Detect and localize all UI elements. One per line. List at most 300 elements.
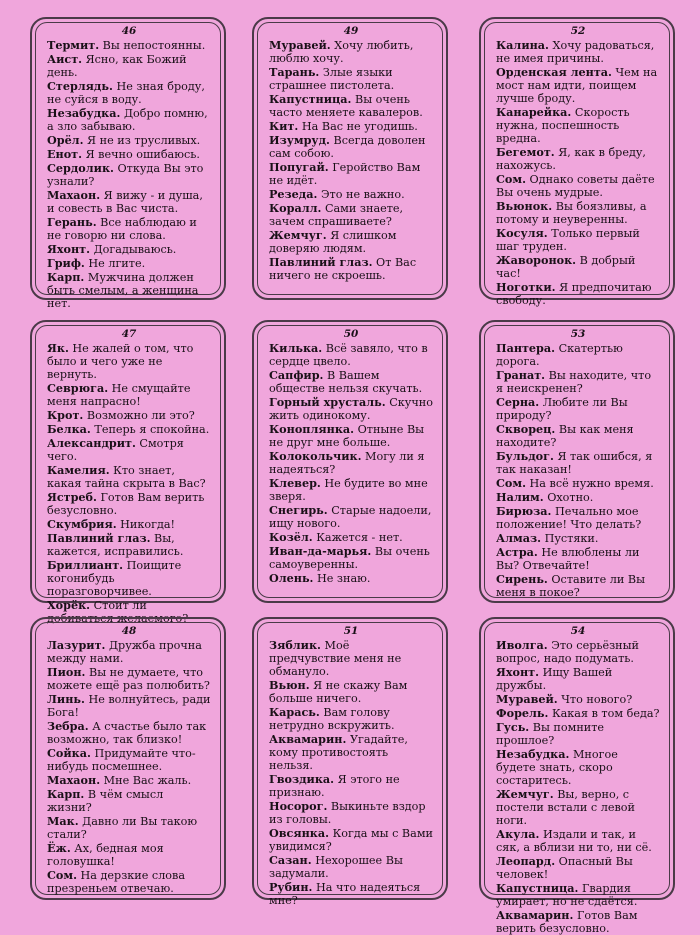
- entry-name: Аквамарин.: [269, 732, 347, 746]
- entry-name: Гриф.: [47, 256, 85, 270]
- card-entry: [269, 706, 433, 732]
- entry-text: Дружба прочна между нами.: [47, 639, 202, 665]
- card-entry: [269, 679, 433, 705]
- entry-name: Жемчуг.: [269, 228, 327, 242]
- entry-name: Жаворонок.: [496, 253, 577, 267]
- entry-text: Я этого не признаю.: [269, 773, 400, 799]
- entry-name: Аквамарин.: [496, 908, 574, 922]
- card-entry: [47, 216, 211, 242]
- card-entry: [269, 477, 433, 503]
- entry-text: Все наблюдаю и не говорю ни слова.: [47, 216, 197, 242]
- card-entry: [269, 39, 433, 65]
- entry-text: Отныне Вы не друг мне больше.: [269, 423, 425, 449]
- card-entry: [269, 531, 433, 544]
- fortune-card: [30, 17, 226, 310]
- card-number: 51: [343, 625, 359, 637]
- card-entry: [496, 477, 660, 490]
- entry-text: Не зная броду, не суйся в воду.: [47, 80, 205, 106]
- entry-text: Какая в том беда?: [551, 707, 660, 720]
- entry-text: Только первый шаг труден.: [496, 227, 640, 253]
- card-entry: [496, 855, 660, 881]
- card-entry: [47, 257, 211, 270]
- entry-text: Скорость нужна, поспешность вредна.: [496, 106, 630, 145]
- card-entry: [269, 572, 433, 585]
- entry-name: Махаон.: [47, 188, 101, 202]
- entry-text: От Вас ничего не скроешь.: [269, 256, 417, 282]
- entry-name: Скумбрия.: [47, 517, 117, 531]
- card-entry: [47, 491, 211, 517]
- card-entry: [269, 773, 433, 799]
- entry-name: Иволга.: [496, 638, 548, 652]
- card-entry: [269, 450, 433, 476]
- card-entry: [496, 828, 660, 854]
- entry-text: Догадываюсь.: [93, 243, 177, 256]
- card-entry: [496, 639, 660, 665]
- card-number: 46: [121, 25, 137, 37]
- entry-text: Вы боязливы, а потому и неуверенны.: [496, 200, 647, 226]
- entry-text: Не знаю.: [317, 572, 371, 585]
- entry-name: Белка.: [47, 422, 91, 436]
- entry-text: Всё завяло, что в сердце цвело.: [269, 342, 428, 368]
- entry-name: Яхонт.: [496, 665, 540, 679]
- entry-text: Не жалей о том, что было и чего уже не вернуть.: [47, 342, 194, 381]
- entry-name: Форель.: [496, 706, 549, 720]
- entry-name: Незабудка.: [47, 106, 121, 120]
- entry-name: Муравей.: [496, 692, 558, 706]
- entry-text: Вам голову нетрудно вскружить.: [269, 706, 395, 732]
- entry-text: Выкиньте вздор из головы.: [269, 800, 426, 826]
- card-entry: [47, 409, 211, 422]
- card-entry: [496, 281, 660, 307]
- entry-name: Енот.: [47, 147, 83, 161]
- entry-name: Лазурит.: [47, 638, 106, 652]
- card-entry: [47, 774, 211, 787]
- card-entry: [269, 423, 433, 449]
- entry-text: Я предпочитаю свободу.: [496, 281, 652, 307]
- entry-text: Опасный Вы человек!: [496, 855, 633, 881]
- entry-name: Сапфир.: [269, 368, 324, 382]
- entry-name: Канарейка.: [496, 105, 572, 119]
- card-entry: [47, 815, 211, 841]
- entry-name: Зебра.: [47, 719, 89, 733]
- entry-name: Ёж.: [47, 841, 71, 855]
- entry-name: Алмаз.: [496, 531, 542, 545]
- card-number: 53: [570, 328, 586, 340]
- entry-text: Печально мое положение! Что делать?: [496, 505, 642, 531]
- entry-name: Горный хрусталь.: [269, 395, 386, 409]
- entry-name: Козёл.: [269, 530, 313, 544]
- entry-name: Ноготки.: [496, 280, 556, 294]
- card-entry: [496, 748, 660, 787]
- entry-name: Мак.: [47, 814, 79, 828]
- card-entry: [47, 666, 211, 692]
- entry-name: Астра.: [496, 545, 538, 559]
- card-entry: [47, 559, 211, 598]
- fortune-card: [252, 17, 448, 300]
- entry-name: Аист.: [47, 52, 83, 66]
- card-entry: [47, 342, 211, 381]
- entry-name: Изумруд.: [269, 133, 330, 147]
- entry-text: Кажется - нет.: [316, 531, 403, 544]
- entry-text: Скатертью дорога.: [496, 342, 623, 368]
- entry-text: Никогда!: [120, 518, 176, 531]
- card-frame: [35, 22, 221, 310]
- card-entry: [496, 707, 660, 720]
- card-entry: [269, 881, 433, 907]
- entry-name: Сирень.: [496, 572, 548, 586]
- entry-text: Мне Вас жаль.: [103, 774, 192, 787]
- entry-text: Любите ли Вы природу?: [496, 396, 628, 422]
- card-entry: [269, 504, 433, 530]
- card-entry: [47, 639, 211, 665]
- entry-name: Пантера.: [496, 341, 556, 355]
- entry-name: Яхонт.: [47, 242, 91, 256]
- entry-text: Стоит ли добиваться желаемого?: [47, 599, 189, 625]
- entry-text: Чем на мост нам идти, поищем лучше броду.: [496, 66, 658, 105]
- card-entry: [47, 532, 211, 558]
- card-frame: [484, 22, 670, 307]
- entry-text: Когда мы с Вами увидимся?: [269, 827, 433, 853]
- card-entry: [269, 93, 433, 119]
- entry-text: Я, как в бреду, нахожусь.: [496, 146, 646, 172]
- card-number: 48: [121, 625, 137, 637]
- entry-text: Издали и так, и сяк, а вблизи ни то, ни сё.: [496, 828, 652, 854]
- entry-name: Крот.: [47, 408, 84, 422]
- entry-name: Ястреб.: [47, 490, 97, 504]
- entry-name: Бульдог.: [496, 449, 554, 463]
- entry-name: Як.: [47, 341, 69, 355]
- entry-text: Давно ли Вы такою стали?: [47, 815, 198, 841]
- entry-text: Вы очень самоуверенны.: [269, 545, 430, 571]
- card-entry: [496, 693, 660, 706]
- entry-text: Нехорошее Вы задумали.: [269, 854, 403, 880]
- entry-name: Стерлядь.: [47, 79, 113, 93]
- card-entry: [47, 869, 211, 895]
- entry-name: Овсянка.: [269, 826, 330, 840]
- entry-text: Многое будете знать, скоро состаритесь.: [496, 748, 618, 787]
- entry-text: Я вижу - и душа, и совесть в Вас чиста.: [47, 189, 203, 215]
- fortune-card: [479, 17, 675, 307]
- entry-name: Орденская лента.: [496, 65, 612, 79]
- card-entry: [496, 106, 660, 145]
- card-entry: [47, 39, 211, 52]
- card-entry: [47, 107, 211, 133]
- entry-name: Сердолик.: [47, 161, 114, 175]
- card-entry: [496, 200, 660, 226]
- card-entry: [47, 720, 211, 746]
- entry-name: Коралл.: [269, 201, 322, 215]
- card-entry: [496, 666, 660, 692]
- card-entry: [47, 80, 211, 106]
- card-entry: [47, 189, 211, 215]
- entry-text: Вы очень часто меняете кавалеров.: [269, 93, 423, 119]
- card-entry: [269, 161, 433, 187]
- entry-text: Однако советы даёте Вы очень мудрые.: [496, 173, 655, 199]
- entry-text: Я так ошибся, я так наказан!: [496, 450, 653, 476]
- entry-text: Ясно, как Божий день.: [47, 53, 187, 79]
- entry-text: Что нового?: [561, 693, 633, 706]
- entry-name: Муравей.: [269, 38, 331, 52]
- card-entry: [47, 243, 211, 256]
- entry-text: Вы как меня находите?: [496, 423, 634, 449]
- entry-name: Носорог.: [269, 799, 328, 813]
- card-entry: [47, 148, 211, 161]
- card-entry: [496, 882, 660, 908]
- card-frame: [257, 622, 443, 907]
- entry-text: Придумайте что-нибудь посмешнее.: [47, 747, 196, 773]
- card-entry: [269, 369, 433, 395]
- card-entry: [269, 800, 433, 826]
- entry-name: Гранат.: [496, 368, 546, 382]
- entry-name: Гусь.: [496, 720, 530, 734]
- entry-text: Оставите ли Вы меня в покое?: [496, 573, 646, 599]
- entry-text: А счастье было так возможно, так близко!: [47, 720, 207, 746]
- card-number: 47: [121, 328, 137, 340]
- card-entry: [496, 39, 660, 65]
- entry-name: Сом.: [496, 476, 526, 490]
- entry-text: Всегда доволен сам собою.: [269, 134, 426, 160]
- card-entry: [496, 532, 660, 545]
- entry-text: Я не скажу Вам больше ничего.: [269, 679, 408, 705]
- card-entry: [269, 66, 433, 92]
- entry-text: Вы, кажется, исправились.: [47, 532, 184, 558]
- entry-name: Резеда.: [269, 187, 318, 201]
- entry-name: Зяблик.: [269, 638, 321, 652]
- entry-text: Вы, верно, с постели встали с левой ноги.: [496, 788, 635, 827]
- card-entry: [47, 464, 211, 490]
- fortune-card: [479, 617, 675, 935]
- card-frame: [257, 22, 443, 295]
- card-entry: [496, 546, 660, 572]
- entry-text: Мужчина должен быть смелым, а женщина нет.: [47, 271, 199, 310]
- card-entry: [47, 788, 211, 814]
- card-entry: [496, 573, 660, 599]
- entry-text: Не смущайте меня напрасно!: [47, 382, 191, 408]
- entry-text: Это серьёзный вопрос, надо подумать.: [496, 639, 639, 665]
- card-entry: [496, 66, 660, 105]
- entry-text: Я вечно ошибаюсь.: [85, 148, 200, 161]
- card-entry: [496, 254, 660, 280]
- card-number: 52: [570, 25, 586, 37]
- entry-name: Хорёк.: [47, 598, 91, 612]
- entry-name: Иван-да-марья.: [269, 544, 372, 558]
- card-entry: [496, 450, 660, 476]
- card-number: 54: [570, 625, 586, 637]
- card-entry: [269, 639, 433, 678]
- entry-name: Гвоздика.: [269, 772, 335, 786]
- entry-name: Колокольчик.: [269, 449, 362, 463]
- entry-text: Вы непостоянны.: [102, 39, 206, 52]
- entry-text: Готов Вам верить безусловно.: [47, 491, 205, 517]
- card-entry: [496, 342, 660, 368]
- entry-text: Злые языки страшнее пистолета.: [269, 66, 395, 92]
- entry-text: Хочу радоваться, не имея причины.: [496, 39, 655, 65]
- entry-text: В чём смысл жизни?: [47, 788, 164, 814]
- card-number: 50: [343, 328, 359, 340]
- entry-name: Коноплянка.: [269, 422, 355, 436]
- card-entry: [47, 53, 211, 79]
- entry-text: Охотно.: [547, 491, 594, 504]
- entry-text: Не волнуйтесь, ради Бога!: [47, 693, 211, 719]
- entry-text: Хочу любить, люблю хочу.: [269, 39, 414, 65]
- entry-text: Моё предчувствие меня не обмануло.: [269, 639, 402, 678]
- card-frame: [35, 622, 221, 895]
- card-frame: [35, 325, 221, 625]
- entry-text: Теперь я спокойна.: [94, 423, 210, 436]
- card-entry: [47, 134, 211, 147]
- card-entry: [496, 396, 660, 422]
- entry-name: Севрюга.: [47, 381, 109, 395]
- entry-name: Калина.: [496, 38, 549, 52]
- entry-name: Налим.: [496, 490, 544, 504]
- entry-text: Я слишком доверяю людям.: [269, 229, 397, 255]
- entry-name: Акула.: [496, 827, 540, 841]
- card-entry: [47, 842, 211, 868]
- entry-text: Не влюблены ли Вы? Отвечайте!: [496, 546, 640, 572]
- card-entry: [496, 369, 660, 395]
- card-entry: [269, 827, 433, 853]
- card-entry: [496, 721, 660, 747]
- entry-name: Сазан.: [269, 853, 312, 867]
- entry-name: Карп.: [47, 787, 85, 801]
- entry-text: Кто знает, какая тайна скрыта в Вас?: [47, 464, 206, 490]
- entry-text: В добрый час!: [496, 254, 636, 280]
- entry-name: Вьюнок.: [496, 199, 553, 213]
- card-entry: [269, 188, 433, 201]
- entry-name: Рубин.: [269, 880, 313, 894]
- entry-name: Серна.: [496, 395, 540, 409]
- entry-name: Сойка.: [47, 746, 91, 760]
- card-entry: [269, 202, 433, 228]
- fortune-card: [252, 617, 448, 907]
- entry-name: Капустница.: [496, 881, 579, 895]
- card-entry: [269, 854, 433, 880]
- card-entry: [496, 491, 660, 504]
- entry-text: Пустяки.: [544, 532, 599, 545]
- entry-name: Сом.: [496, 172, 526, 186]
- card-frame: [257, 325, 443, 598]
- card-entry: [496, 423, 660, 449]
- entry-text: Не будите во мне зверя.: [269, 477, 428, 503]
- card-entry: [269, 342, 433, 368]
- entry-text: На всё нужно время.: [529, 477, 654, 490]
- entry-text: Гвардия умирает, но не сдаётся.: [496, 882, 638, 908]
- entry-name: Клевер.: [269, 476, 321, 490]
- entry-text: Возможно ли это?: [86, 409, 195, 422]
- entry-text: Это не важно.: [320, 188, 405, 201]
- entry-name: Вьюн.: [269, 678, 310, 692]
- entry-text: На Вас не угодишь.: [301, 120, 418, 133]
- entry-name: Килька.: [269, 341, 323, 355]
- entry-text: Сами знаете, зачем спрашиваете?: [269, 202, 404, 228]
- entry-name: Олень.: [269, 571, 314, 585]
- card-entry: [47, 271, 211, 310]
- entry-name: Жемчуг.: [496, 787, 554, 801]
- entry-text: Угадайте, кому противостоять нельзя.: [269, 733, 408, 772]
- entry-text: Вы не думаете, что можете ещё раз полюбить?: [47, 666, 210, 692]
- card-entry: [269, 545, 433, 571]
- entry-name: Махаон.: [47, 773, 101, 787]
- entry-name: Линь.: [47, 692, 85, 706]
- entry-name: Незабудка.: [496, 747, 570, 761]
- entry-text: Скучно жить одинокому.: [269, 396, 433, 422]
- entry-name: Косуля.: [496, 226, 548, 240]
- entry-name: Леопард.: [496, 854, 556, 868]
- card-entry: [47, 518, 211, 531]
- entry-text: Откуда Вы это узнали?: [47, 162, 204, 188]
- entry-name: Термит.: [47, 38, 100, 52]
- entry-name: Карась.: [269, 705, 320, 719]
- entry-text: Не лгите.: [88, 257, 146, 270]
- entry-name: Бриллиант.: [47, 558, 124, 572]
- entry-name: Александрит.: [47, 436, 136, 450]
- entry-name: Орёл.: [47, 133, 84, 147]
- card-entry: [269, 134, 433, 160]
- entry-text: Поищите когонибудь поразговорчивее.: [47, 559, 182, 598]
- fortune-card: [252, 320, 448, 603]
- entry-text: На что надеяться мне?: [269, 881, 421, 907]
- card-entry: [47, 693, 211, 719]
- entry-text: Старые надоели, ищу нового.: [269, 504, 432, 530]
- entry-text: Добро помню, а зло забываю.: [47, 107, 208, 133]
- entry-text: На дерзкие слова презреньем отвечаю.: [47, 869, 186, 895]
- card-entry: [47, 423, 211, 436]
- card-entry: [269, 396, 433, 422]
- entry-name: Павлиний глаз.: [47, 531, 151, 545]
- entry-text: Вы помните прошлое?: [496, 721, 605, 747]
- entry-text: Могу ли я надеяться?: [269, 450, 425, 476]
- entry-name: Кит.: [269, 119, 299, 133]
- entry-text: Смотря чего.: [47, 437, 184, 463]
- card-entry: [47, 747, 211, 773]
- entry-name: Бегемот.: [496, 145, 555, 159]
- card-entry: [269, 256, 433, 282]
- entry-name: Пион.: [47, 665, 86, 679]
- card-entry: [269, 120, 433, 133]
- card-entry: [47, 437, 211, 463]
- entry-name: Бирюза.: [496, 504, 552, 518]
- entry-name: Камелия.: [47, 463, 110, 477]
- card-entry: [496, 146, 660, 172]
- entry-text: В Вашем обществе нельзя скучать.: [269, 369, 423, 395]
- entry-text: Вы находите, что я неискренен?: [496, 369, 652, 395]
- card-entry: [496, 227, 660, 253]
- card-entry: [269, 733, 433, 772]
- card-entry: [496, 788, 660, 827]
- card-entry: [47, 382, 211, 408]
- entry-text: Я не из трусливых.: [87, 134, 201, 147]
- entry-text: Ищу Вашей дружбы.: [496, 666, 613, 692]
- card-entry: [496, 173, 660, 199]
- card-entry: [269, 229, 433, 255]
- card-frame: [484, 325, 670, 598]
- entry-text: Готов Вам верить безусловно.: [496, 909, 638, 935]
- fortune-card: [30, 320, 226, 625]
- entry-name: Герань.: [47, 215, 97, 229]
- fortune-card: [479, 320, 675, 603]
- entry-name: Капустница.: [269, 92, 352, 106]
- entry-name: Снегирь.: [269, 503, 328, 517]
- entry-name: Скворец.: [496, 422, 556, 436]
- card-number: 49: [343, 25, 359, 37]
- entry-text: Ах, бедная моя головушка!: [47, 842, 164, 868]
- card-entry: [496, 909, 660, 935]
- entry-name: Попугай.: [269, 160, 329, 174]
- card-entry: [496, 505, 660, 531]
- entry-name: Карп.: [47, 270, 85, 284]
- entry-name: Павлиний глаз.: [269, 255, 373, 269]
- card-frame: [484, 622, 670, 935]
